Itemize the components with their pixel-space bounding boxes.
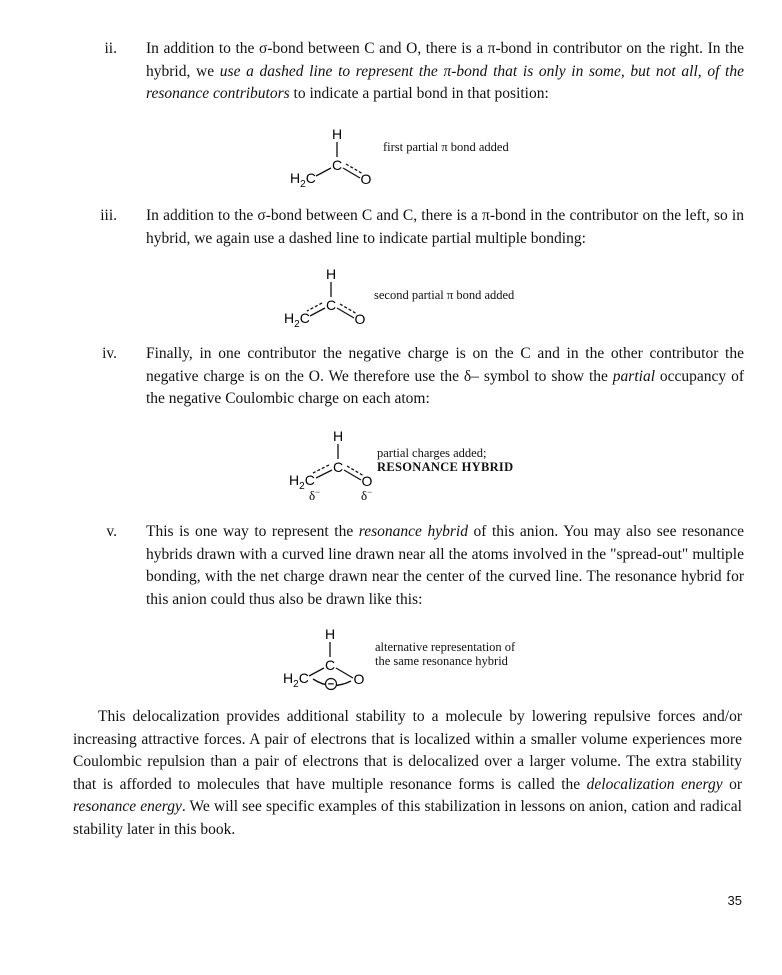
partial-charge-o: δ− bbox=[361, 487, 373, 503]
text-run: In addition to the σ-bond between C and O, there is a π-bond in contributor on the right. In the hybrid, we bbox=[146, 40, 744, 80]
atom-c: C bbox=[331, 157, 343, 173]
list-number: iv. bbox=[102, 345, 117, 362]
atom-h2c: $H_2C$ bbox=[284, 310, 310, 330]
item-text bbox=[146, 205, 744, 250]
text-run: to indicate a partial bond in that position: bbox=[289, 85, 549, 102]
list-item-ii bbox=[104, 38, 744, 106]
caption-line: second partial π bond added bbox=[374, 288, 515, 302]
atom-c: C bbox=[325, 297, 337, 313]
atom-h2c: $H_2C$ bbox=[290, 170, 316, 190]
atom-h: H bbox=[331, 126, 343, 142]
list-item-v bbox=[104, 521, 744, 611]
structure-curved-line-hybrid bbox=[283, 628, 373, 692]
caption-alternative bbox=[375, 640, 515, 668]
text-run: In addition to the σ-bond between C and C, there is a π-bond in the contributor on the left, so in hybrid, we again use a dashed line to indicate partial multiple bonding: bbox=[146, 207, 744, 247]
caption-line: first partial π bond added bbox=[383, 140, 509, 154]
structure-second-partial-bond bbox=[284, 268, 374, 330]
atom-h: H bbox=[332, 428, 344, 444]
caption-first-partial bbox=[383, 140, 509, 154]
atom-h: H bbox=[325, 266, 337, 282]
emphasized-text: resonance hybrid bbox=[358, 523, 468, 540]
list-number: iii. bbox=[100, 207, 117, 224]
text-run: of this anion. You may also see resonance hybrids drawn with a curved line drawn near all the atoms involved in the "spread-out" multiple bonding, with the net charge drawn near the center of the curved line. The resonance hybrid for this anion could thus also be drawn like this: bbox=[146, 523, 744, 608]
atom-o: O bbox=[354, 311, 366, 327]
caption-line: the same resonance hybrid bbox=[375, 654, 508, 668]
negative-charge-sign: − bbox=[327, 678, 335, 691]
list-item-iii bbox=[100, 205, 744, 250]
text-run: This delocalization provides additional stability to a molecule by lowering repulsive forces and/or increasing attractive forces. A pair of electrons that is localized within a smaller volume experiences more Coulombic repulsion than a pair of electrons that is delocalized over a larger volume. The extra stability that is afforded to molecules that have multiple resonance forms is called the bbox=[73, 708, 742, 793]
list-item-iv bbox=[104, 343, 744, 411]
structure-resonance-hybrid bbox=[289, 430, 384, 505]
text-run: . We will see specific examples of this stabilization in lessons on anion, cation and radical stability later in this book. bbox=[73, 798, 742, 838]
emphasized-text: use a dashed line to represent the π-bond that is only in some, but not all, of the resonance contributors bbox=[146, 62, 744, 102]
item-text bbox=[146, 38, 744, 106]
caption-second-partial bbox=[374, 288, 514, 302]
atom-o: O bbox=[360, 171, 372, 187]
atom-h2c: $H_2C$ bbox=[283, 670, 309, 690]
emphasized-text: partial bbox=[612, 367, 655, 385]
caption-line: alternative representation of bbox=[375, 640, 516, 654]
atom-h2c: $H_2C$ bbox=[289, 472, 315, 492]
text-run: occupancy of the negative Coulombic charge on each atom: bbox=[146, 367, 744, 407]
emphasized-text: resonance energy bbox=[73, 798, 182, 815]
page-number: 35 bbox=[727, 893, 742, 908]
partial-charge-c: δ− bbox=[309, 487, 321, 503]
list-number: ii. bbox=[104, 40, 117, 57]
atom-h: H bbox=[324, 626, 336, 642]
list-number: v. bbox=[106, 523, 117, 540]
text-run: Finally, in one contributor the negative charge is on the C and in the other contributor the negative charge is on the O. We therefore use the δ– symbol to show the bbox=[146, 345, 744, 385]
caption-line: partial charges added; bbox=[377, 446, 487, 460]
atom-c: C bbox=[332, 459, 344, 475]
atom-c: C bbox=[324, 657, 336, 673]
text-run: This is one way to represent the bbox=[146, 523, 359, 540]
emphasized-text: delocalization energy bbox=[586, 775, 723, 793]
item-text bbox=[146, 521, 744, 611]
atom-o: O bbox=[353, 671, 365, 687]
caption-hybrid-label: RESONANCE HYBRID bbox=[377, 460, 514, 474]
atom-o: O bbox=[361, 473, 373, 489]
caption-resonance-hybrid bbox=[377, 446, 513, 474]
item-text bbox=[146, 343, 744, 411]
structure-first-partial-bond bbox=[290, 128, 380, 190]
text-run: or bbox=[722, 775, 742, 793]
delocalization-paragraph bbox=[73, 706, 742, 841]
